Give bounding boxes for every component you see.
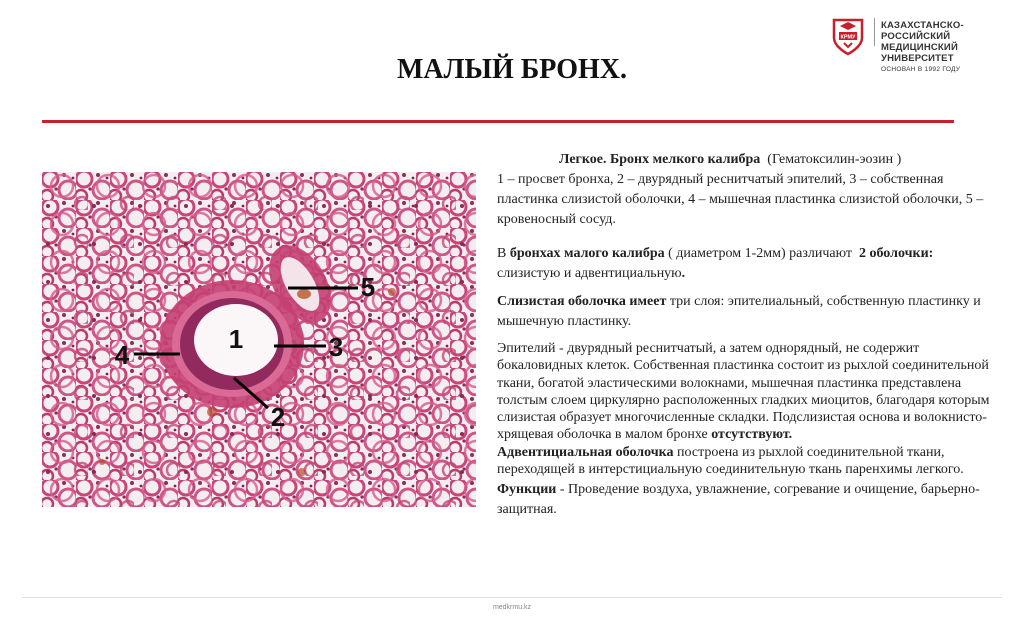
layers-bold-1: бронхах малого калибра (509, 246, 665, 261)
logo-separator (874, 18, 875, 46)
university-name-line2: МЕДИЦИНСКИЙ УНИВЕРСИТЕТ (881, 42, 958, 64)
layers-mid: ( диаметром 1-2мм) различают (664, 246, 852, 261)
functions-text: - Проведение воздуха, увлажнение, согревание и очищение, барьерно- защитная. (497, 482, 980, 518)
university-logo (828, 16, 868, 56)
footer-site: medkrmu.kz (492, 604, 532, 611)
adventitia-bold: Адвентициальная оболочка (497, 444, 674, 460)
epithelium-text: Эпителий - двурядный реснитчатый, а затем однорядный, не содержит бокаловидных клеток. Собственная пластинка состоит из рыхлой соединительной ткани, богатой эластическими волокнами, мышечная пластинка представлена толстым слоем циркулярно расположенных гладких миоцитов, благодаря которым слизистая образует многочисленные складки. Подслизистая основа и волокнисто-хрящевая оболочка в малом бронхе (497, 341, 990, 443)
layers-tail: слизистую и адвентициальную (497, 266, 682, 281)
figure-label-2: 2 (270, 402, 286, 432)
mucosa-paragraph (497, 292, 992, 332)
functions-bold: Функции (497, 482, 557, 498)
figure-label-4: 4 (114, 340, 130, 370)
adventitia-paragraph (497, 444, 992, 479)
figure-label-5: 5 (360, 272, 376, 302)
layers-prefix: В (497, 246, 507, 261)
epithelium-paragraph (497, 340, 992, 444)
university-founded: ОСНОВАН В 1992 ГОДУ (881, 66, 961, 73)
caption-title: Легкое. Бронх мелкого калибра (559, 152, 761, 167)
mucosa-text: три слоя: эпителиальный, собственную пластинку и мышечную пластинку. (497, 294, 981, 329)
adventitia-text: построена из рыхлой соединительной ткани, переходящей в интерстициальную соединительную ткань паренхимы легкого. (497, 444, 964, 478)
caption-legend: 1 – просвет бронха, 2 – двурядный реснитчатый эпителий, 3 – собственная пластинка слизистой оболочки, 4 – мышечная пластинка слизистой оболочки, 5 – кровеносный сосуд. (497, 172, 984, 227)
functions-paragraph (497, 480, 992, 520)
mucosa-bold: Слизистая оболочка имеет (497, 294, 667, 309)
caption-stain: (Гематоксилин-эозин ) (767, 152, 902, 167)
title-divider (42, 120, 954, 123)
figure-label-3: 3 (328, 332, 344, 362)
layers-bold-2: 2 оболочки: (858, 246, 934, 261)
logo-text: КРМУ (840, 34, 856, 41)
layers-paragraph (497, 244, 992, 284)
layers-end: . (681, 266, 686, 281)
footer-divider (22, 597, 1002, 598)
figure-label-1: 1 (228, 324, 244, 354)
description-text (497, 150, 992, 520)
histology-figure (42, 172, 476, 507)
slide-title: МАЛЫЙ БРОНХ. (396, 54, 627, 85)
university-name-line1: КАЗАХСТАНСКО-РОССИЙСКИЙ (881, 20, 964, 42)
figure-caption (497, 150, 992, 170)
epithelium-bold: отсутствуют. (711, 427, 793, 443)
